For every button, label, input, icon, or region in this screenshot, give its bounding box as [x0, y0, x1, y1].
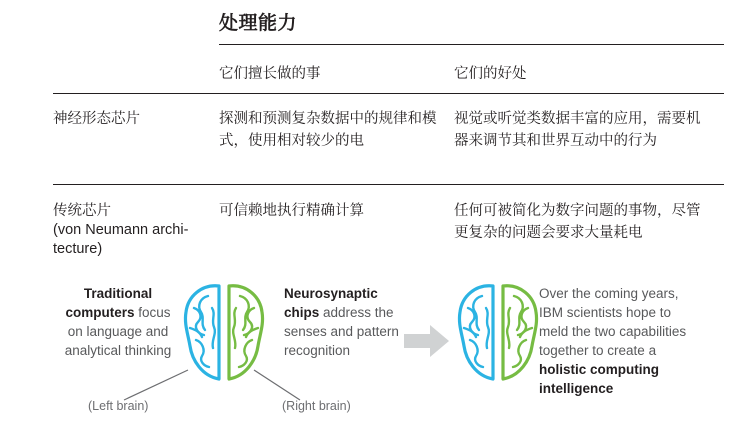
- right-brain-leader-line: [248, 364, 308, 404]
- brain-icon-pair-merged: [452, 280, 544, 386]
- brain-illustration: [0, 272, 749, 423]
- row-label-traditional: [53, 202, 213, 259]
- row-label-traditional-line1: 传统芯片: [53, 203, 111, 219]
- cell-traditional-benefits: 任何可被简化为数字问题的事物，尽管更复杂的问题会要求大量耗电: [454, 203, 701, 241]
- left-brain-leader-line: [118, 364, 198, 404]
- traditional-computers-text-bold: Traditional computers: [65, 286, 153, 320]
- table-title: 处理能力: [219, 13, 298, 34]
- cell-neuromorphic-abilities: 探测和预测复杂数据中的规律和模式，使用相对较少的电: [219, 111, 437, 149]
- header-divider-rule: [53, 93, 724, 94]
- traditional-computers-text: [62, 284, 174, 360]
- caption-right-brain: (Right brain): [282, 399, 351, 413]
- column-header-abilities: 它们擅长做的事: [219, 66, 321, 82]
- left-brain-icon: [459, 286, 493, 379]
- caption-left-brain: (Left brain): [88, 399, 149, 413]
- holistic-intelligence-text: [539, 284, 699, 398]
- traditional-computers-text-rest: focus on language and analytical thinking: [64, 305, 172, 358]
- neurosynaptic-chips-text-rest: address the senses and pattern recognition: [284, 305, 399, 358]
- arrow-right-icon: [404, 324, 450, 358]
- row-label-neuromorphic: 神经形态芯片: [53, 111, 140, 127]
- brain-pair-right: [452, 280, 544, 386]
- column-header-benefits: 它们的好处: [454, 66, 527, 82]
- table-top-rule: [219, 44, 724, 45]
- holistic-intelligence-text-bold: holistic computing intelligence: [539, 362, 659, 396]
- neurosynaptic-chips-text: [284, 284, 402, 360]
- row-label-traditional-line2: (von Neumann archi-: [53, 222, 189, 238]
- row-divider-rule: [53, 184, 724, 185]
- cell-neuromorphic-benefits: 视觉或听觉类数据丰富的应用，需要机器来调节其和世界互动中的行为: [454, 111, 701, 149]
- row-label-traditional-line3: tecture): [53, 241, 103, 257]
- right-brain-icon: [503, 286, 537, 379]
- holistic-intelligence-text-pre: Over the coming years, IBM scientists hope to meld the two capabilities together to create a: [539, 286, 687, 358]
- cell-traditional-abilities: 可信赖地执行精确计算: [219, 203, 364, 219]
- neurosynaptic-chips-text-bold: Neurosynaptic chips: [284, 286, 378, 320]
